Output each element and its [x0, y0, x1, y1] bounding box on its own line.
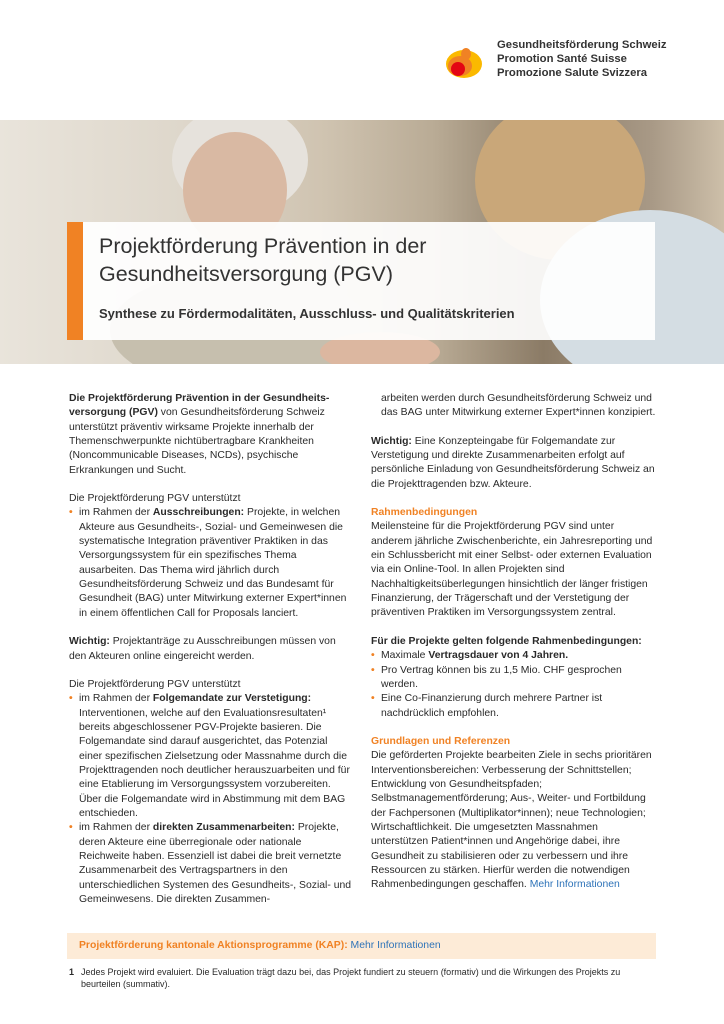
bullet-text: Projekte, deren Akteure eine überregionale oder nationale Reichweite haben. Essenziell ist dabei die breit vernetzte Zusammenarbeit des Vertragspartners in den unterschiedlichen Systemen des Gesundheits-, Sozial- und Gemeinwesens. Die direkten Zusammen- [79, 822, 352, 905]
logo-mark-icon [440, 42, 492, 82]
kap-banner [67, 933, 656, 959]
logo-line-it: Promozione Salute Svizzera [497, 67, 648, 79]
bullet-bold: Vertragsdauer von 4 Jahren. [428, 650, 569, 662]
intro-paragraph [69, 392, 352, 478]
wichtig-text: Projektanträge zu Ausschreibungen müssen von den Akteuren online eingereicht werden. [69, 636, 336, 662]
section-heading-rahmen: Rahmenbedingungen [371, 507, 478, 519]
grundlagen-paragraph [371, 749, 656, 892]
wichtig-bold: Wichtig: [69, 636, 110, 648]
more-info-link[interactable]: Mehr Informationen [529, 879, 620, 891]
wichtig-paragraph-1 [69, 635, 352, 664]
page-subtitle: Synthese zu Fördermodalitäten, Ausschluss- und Qualitätskriterien [99, 306, 515, 321]
bullet-bold: Ausschreibungen: [152, 507, 245, 519]
support-label-2: Die Projektförderung PGV unterstützt [69, 678, 241, 690]
title-accent-bar [67, 222, 83, 340]
support-label-1: Die Projektförderung PGV unterstützt [69, 493, 241, 505]
list-item [69, 692, 352, 821]
footnote-number: 1 [69, 967, 75, 977]
logo-line-de: Gesundheitsförderung Schweiz [497, 39, 667, 51]
intro-bold: Die Projektförderung Prävention in der Gesundheits-versorgung (PGV) [69, 393, 330, 419]
right-column [371, 392, 656, 907]
intro-text: von Gesundheitsförderung Schweiz unterstützt präventiv wirksame Projekte innerhalb der Themenschwerpunkte nichtübertragbare Krankheiten (Noncommunicable Diseases, NCDs), psychische Erkrankungen und Sucht. [69, 407, 325, 476]
bullet-text: Interventionen, welche auf den Evaluationsresultaten¹ bereits abgeschlossener PGV-Projekte basieren. Die Folgemandate sind darauf ausgerichtet, das Potenzial einer spezifischen Zielsetzung oder Massnahme durch die Projekttragenden noch deutlicher herauszuarbeiten und für eine Etablierung im Versorgungssystem vorzubereiten. Über die Folgemandate wird in Abstimmung mit dem BAG entschieden. [79, 707, 350, 819]
kap-more-info-link[interactable]: Mehr Informationen [350, 940, 441, 951]
footnote [69, 966, 659, 990]
page-title: Projektförderung Prävention in der Gesundheitsversorgung (PGV) [99, 234, 427, 286]
logo [440, 38, 680, 84]
left-column [69, 392, 352, 907]
footnote-text: Jedes Projekt wird evaluiert. Die Evaluation trägt dazu bei, das Projekt fundiert zu steuern (formativ) und die Wirkungen des Projekts zu beurteilen (summativ). [81, 967, 621, 989]
wichtig-text: Eine Konzepteingabe für Folgemandate zur Verstetigung und direkte Zusammenarbeiten erfolgt auf persönliche Einladung von Gesundheitsförderung Schweiz an die Projekttragenden bzw. Akteure. [371, 435, 655, 490]
wichtig-paragraph-2 [371, 435, 656, 492]
grundlagen-text: Die geförderten Projekte bearbeiten Ziele in sechs prioritären Interventionsbereichen: Verbesserung der Schnittstellen; Entwicklung von Gesundheitspfaden; Selbstmanagementförderung; Aus-, Weiter- und Fortbildung der Fachpersonen (Multiplikator*innen); neue Technologien; Wirtschaftlichkeit. Die umgesetzten Massnahmen unterstützen Patient*innen und Angehörige dabei, ihre Gesundheit zu stabilisieren oder zu verbessern und ihre Ressourcen zu stärken. Hierfür werden die notwendigen Rahmenbedingungen geschaffen. [371, 750, 652, 891]
wichtig-bold: Wichtig: [371, 435, 412, 447]
list-item: • Pro Vertrag können bis zu 1,5 Mio. CHF gesprochen werden. [371, 664, 656, 693]
bullet-bold: direkten Zusammenarbeiten: [152, 822, 295, 834]
bullet-bold: Folgemandate zur Verstetigung: [152, 693, 312, 705]
list-item [371, 649, 656, 663]
rahmen-paragraph: Meilensteine für die Projektförderung PGV sind unter anderem jährliche Zwischenberichte, ein Jahresreporting und ein Schlussbericht mit einer Selbst- oder externen Evaluation via ein Online-Tool. In allen Projekten sind Nachhaltigkeitsüberlegungen hinsichtlich der länger fristigen Finanzierung, der Trägerschaft und der Verstetigung der präventiven Praktiken im Versorgungssystem zentral. [371, 521, 653, 619]
bullet-pre: im Rahmen der [79, 693, 153, 705]
list-item [69, 506, 352, 621]
logo-text [497, 38, 666, 80]
list-item [69, 821, 352, 907]
list-item: • Eine Co-Finanzierung durch mehrere Partner ist nachdrücklich empfohlen. [371, 692, 656, 721]
support-list-1 [69, 506, 352, 621]
rahmen-list [371, 649, 656, 721]
bullet-pre: im Rahmen der [79, 507, 153, 519]
continuation-paragraph: arbeiten werden durch Gesundheitsförderung Schweiz und das BAG unter Mitwirkung externer Expert*innen konzipiert. [381, 393, 656, 419]
kap-label: Projektförderung kantonale Aktionsprogramme (KAP): [79, 940, 348, 951]
support-list-2 [69, 692, 352, 907]
projekte-heading: Für die Projekte gelten folgende Rahmenbedingungen: [371, 635, 642, 647]
section-heading-grundlagen: Grundlagen und Referenzen [371, 735, 511, 747]
bullet-pre: im Rahmen der [79, 822, 153, 834]
logo-line-fr: Promotion Santé Suisse [497, 53, 627, 65]
bullet-text: Projekte, in welchen Akteure aus Gesundheits-, Sozial- und Gemeinwesen die systematische Integration präventiver Praktiken in das Versorgungssystem für ein spezifisches Thema ausarbeiten. Das Thema wird jährlich durch Gesundheitsförderung Schweiz und das Bundesamt für Gesundheit (BAG) unter Mitwirkung externer Expert*innen in einem öffentlichen Call for Proposals lanciert. [79, 507, 347, 619]
bullet-pre: Maximale [381, 650, 429, 662]
